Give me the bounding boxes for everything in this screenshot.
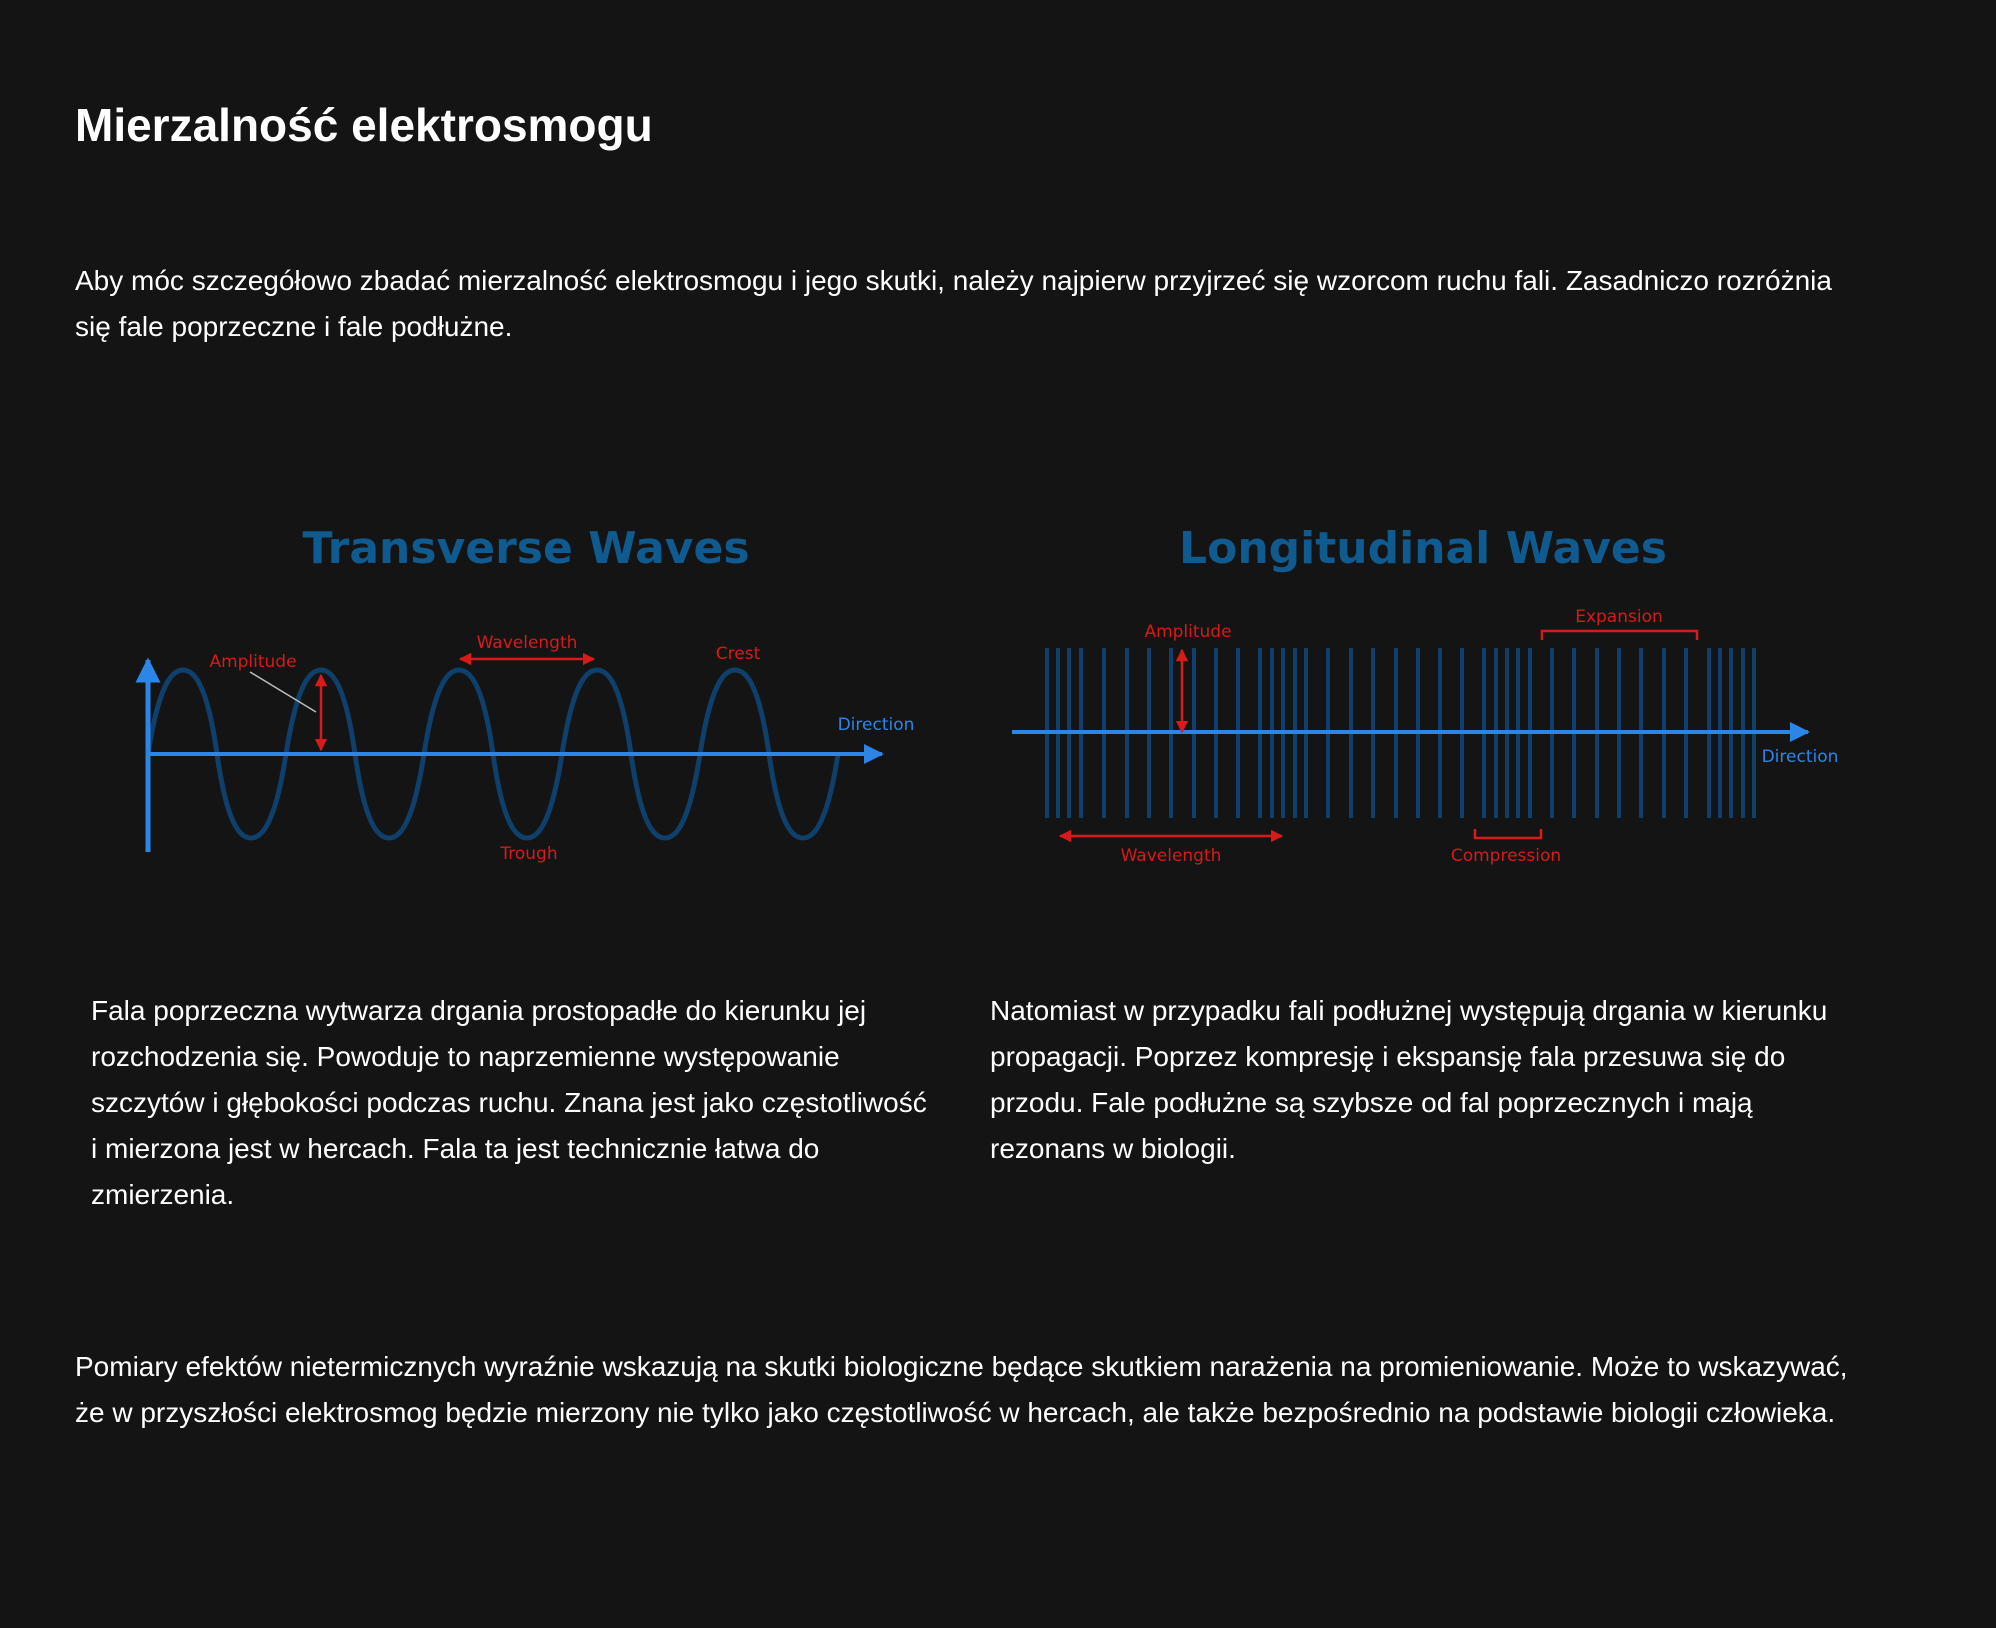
transverse-crest-label: Crest: [715, 644, 761, 664]
longitudinal-diagram: [1012, 523, 1838, 866]
transverse-description: Fala poprzeczna wytwarza drgania prostopadłe do kierunku jej rozchodzenia się. Powoduje to naprzemienne występowanie szczytów i głębokości podczas ruchu. Znana jest jako częstotliwość i mierzona jest w hercach. Fala ta jest technicznie łatwa do zmierzenia.: [91, 995, 927, 1210]
page-title: Mierzalność elektrosmogu: [75, 99, 653, 151]
transverse-title: Transverse Waves: [302, 523, 750, 574]
longitudinal-description: Natomiast w przypadku fali podłużnej występują drgania w kierunku propagacji. Poprzez kompresję i ekspansję fala przesuwa się do przodu. Fale podłużne są szybsze od fal poprzecznych i mają rezonans w biologii.: [990, 995, 1828, 1164]
longitudinal-title: Longitudinal Waves: [1179, 523, 1667, 574]
outro-paragraph: Pomiary efektów nietermicznych wyraźnie wskazują na skutki biologiczne będące skutkiem narażenia na promieniowanie. Może to wskazywać, że w przyszłości elektrosmog będzie mierzony nie tylko jako częstotliwość w hercach, ale także bezpośrednio na podstawie biologii człowieka.: [75, 1351, 1848, 1428]
transverse-trough-label: Trough: [500, 844, 558, 864]
wave-diagram: [0, 500, 1996, 900]
intro-paragraph: Aby móc szczegółowo zbadać mierzalność elektrosmogu i jego skutki, należy najpierw przyjrzeć się wzorcom ruchu fali. Zasadniczo rozróżnia się fale poprzeczne i fale podłużne.: [75, 265, 1832, 342]
transverse-wavelength-label: Wavelength: [476, 633, 578, 653]
longitudinal-compression-label: Compression: [1450, 846, 1562, 866]
transverse-amplitude-label: Amplitude: [209, 652, 297, 672]
transverse-direction-label: Direction: [837, 715, 915, 735]
longitudinal-compression-bracket: [1475, 829, 1541, 838]
longitudinal-direction-label: Direction: [1761, 747, 1839, 767]
longitudinal-amplitude-label: Amplitude: [1144, 622, 1232, 642]
longitudinal-expansion-bracket: [1542, 631, 1697, 640]
transverse-diagram: [148, 523, 914, 864]
longitudinal-expansion-label: Expansion: [1575, 607, 1663, 627]
longitudinal-wavelength-label: Wavelength: [1120, 846, 1222, 866]
